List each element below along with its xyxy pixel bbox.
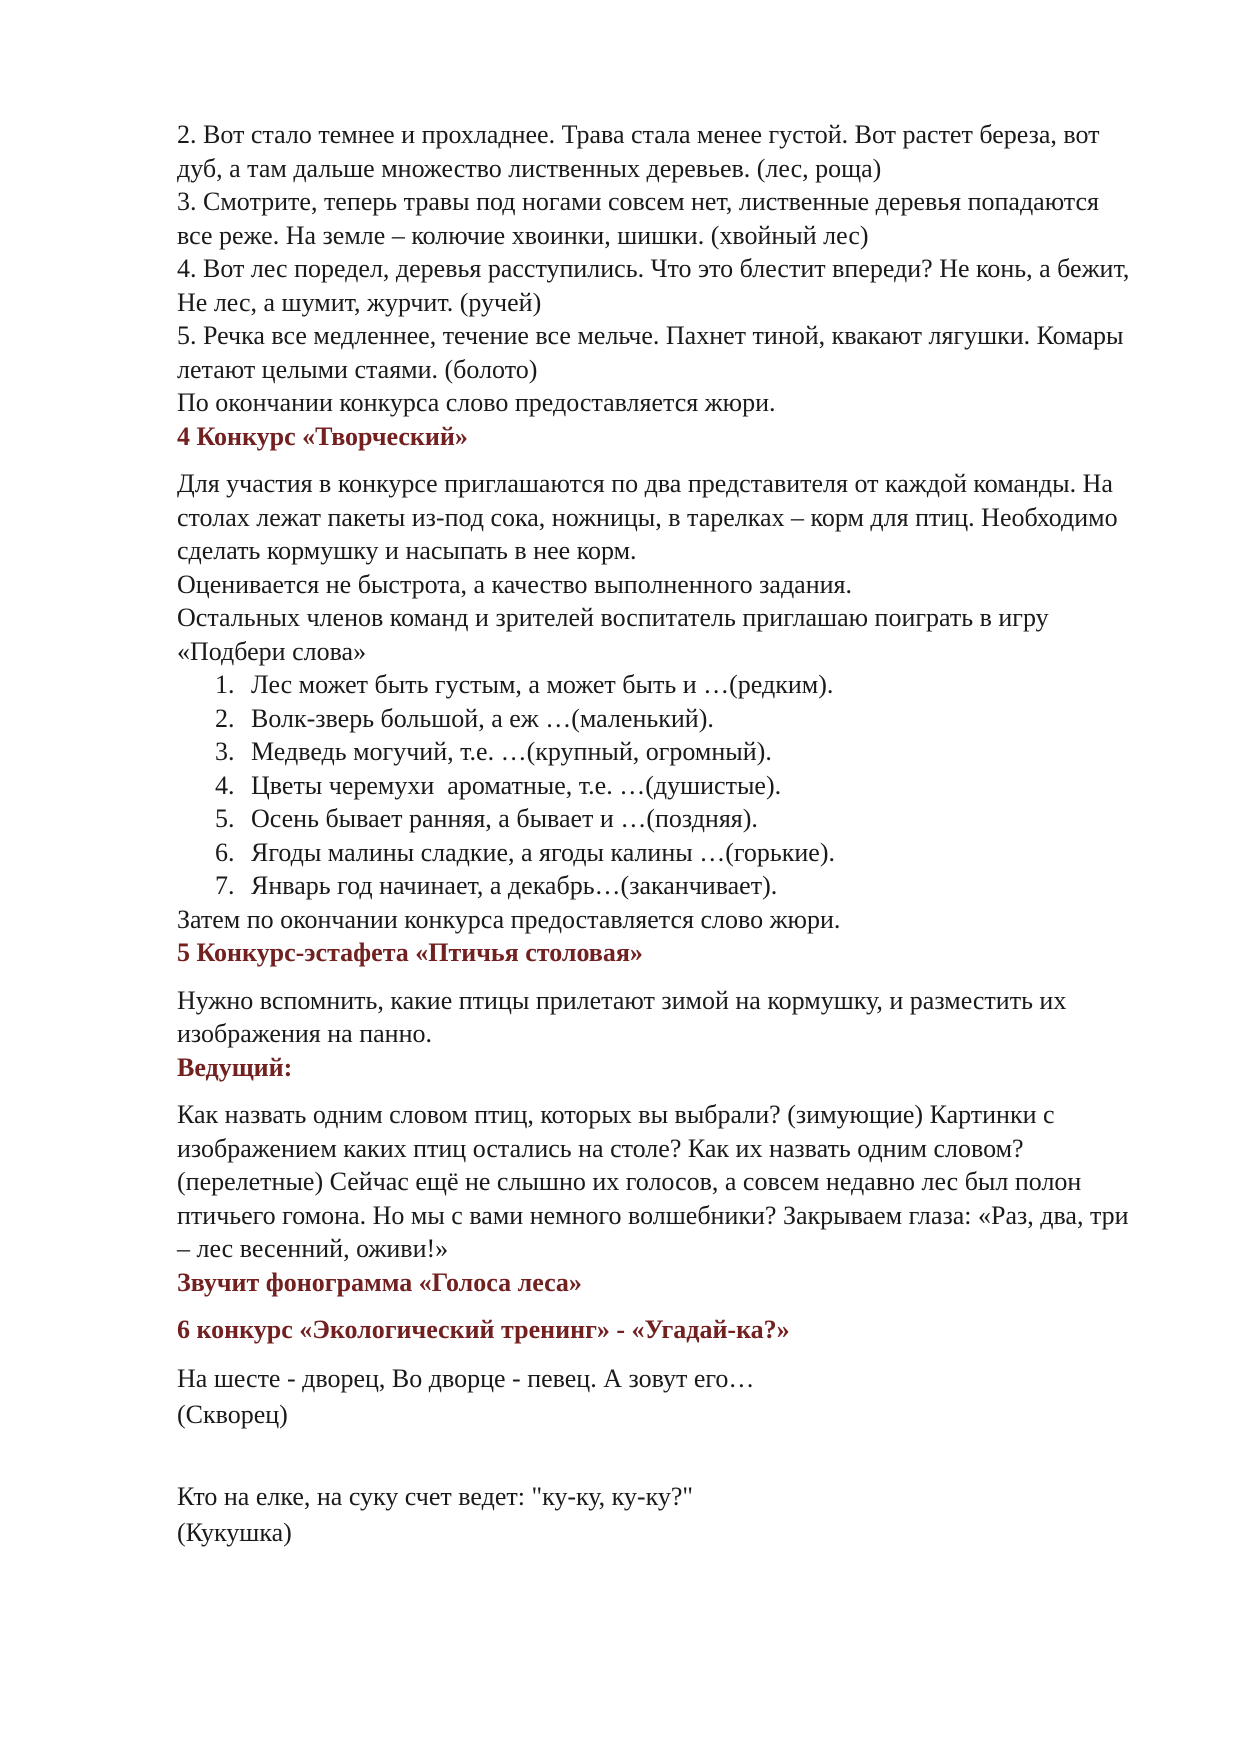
section4-paragraph-3: Остальных членов команд и зрителей воспитатель приглашаю поиграть в игру «Подбери слова» — [177, 603, 1049, 666]
paragraph-2: 2. Вот стало темнее и прохладнее. Трава стала менее густой. Вот растет береза, вот дуб, а там дальше множество лиственных деревьев. (лес, роща) — [177, 120, 1100, 183]
paragraph-4: 4. Вот лес поредел, деревья расступились. Что это блестит впереди? Не конь, а бежит, — [177, 254, 1130, 283]
list-item — [215, 869, 1140, 903]
paragraph-3: 3. Смотрите, теперь травы под ногами совсем нет, лиственные деревья попадаются все реже. На земле – колючие хвоинки, шишки. (хвойный лес) — [177, 187, 1099, 250]
list-text: Медведь могучий, т.е. …(крупный, огромный). — [251, 737, 772, 766]
host-text: Как назвать одним словом птиц, которых вы выбрали? (зимующие) Картинки с изображением каких птиц остались на столе? Как их назвать одним словом? (перелетные) Сейчас ещё не слышно их голосов, а совсем недавно лес был полон птичьего гомона. Но мы с вами немного волшебники? Закрываем глаза: «Раз, два, три – лес весенний, оживи!» — [177, 1100, 1129, 1263]
list-item — [215, 836, 1140, 870]
paragraph-4-cont: Не лес, а шумит, журчит. (ручей) — [177, 287, 542, 317]
list-text: Ягоды малины сладкие, а ягоды калины …(горькие). — [251, 837, 836, 867]
list-number: 4. — [215, 770, 235, 800]
paragraph-5: 5. Речка все медленнее, течение все мельче. Пахнет тиной, квакают лягушки. Комары летают целыми стаями. (болото) — [177, 321, 1124, 384]
list-number: 3. — [215, 737, 235, 766]
list-number: 6. — [215, 837, 235, 867]
list-item — [215, 769, 1140, 803]
list-number: 2. — [215, 703, 235, 733]
section4-heading: 4 Конкурс «Творческий» — [177, 421, 468, 451]
list-text: Лес может быть густым, а может быть и …(редким). — [251, 670, 834, 699]
riddle-1-answer: (Скворец) — [177, 1399, 288, 1429]
list-item — [215, 702, 1140, 736]
riddle-1: На шесте - дворец, Во дворце - певец. А зовут его… — [177, 1363, 755, 1393]
list-item — [215, 802, 1140, 836]
list-item — [215, 735, 1140, 769]
riddle-2: Кто на елке, на суку счет ведет: "ку-ку, ку-ку?" — [177, 1481, 693, 1511]
section4-paragraph-2: Оценивается не быстрота, а качество выполненного задания. — [177, 569, 852, 599]
list-number: 1. — [215, 670, 235, 699]
section4-closing: Затем по окончании конкурса предоставляется слово жюри. — [177, 904, 841, 934]
section5-heading: 5 Конкурс-эстафета «Птичья столовая» — [177, 938, 643, 967]
list-text: Цветы черемухи ароматные, т.е. …(душистые). — [251, 770, 782, 800]
list-item — [215, 668, 1140, 702]
list-text: Осень бывает ранняя, а бывает и …(поздняя). — [251, 804, 758, 833]
word-game-list — [177, 668, 1140, 903]
section4-paragraph-1: Для участия в конкурсе приглашаются по два представителя от каждой команды. На столах лежат пакеты из-под сока, ножницы, в тарелках – корм для птиц. Необходимо сделать кормушку и насыпать в нее корм. — [177, 469, 1118, 565]
sound-note: Звучит фонограмма «Голоса леса» — [177, 1267, 582, 1297]
list-number: 5. — [215, 804, 235, 833]
paragraph-jury: По окончании конкурса слово предоставляется жюри. — [177, 388, 776, 417]
riddle-2-answer: (Кукушка) — [177, 1517, 292, 1547]
host-label: Ведущий: — [177, 1052, 293, 1082]
list-number: 7. — [215, 871, 235, 900]
spacer — [177, 1433, 1140, 1479]
list-text: Январь год начинает, а декабрь…(заканчивает). — [251, 871, 778, 900]
section6-heading: 6 конкурс «Экологический тренинг» - «Угадай-ка?» — [177, 1315, 790, 1344]
list-text: Волк-зверь большой, а еж …(маленький). — [251, 703, 714, 733]
section5-paragraph: Нужно вспомнить, какие птицы прилетают зимой на кормушку, и разместить их изображения на панно. — [177, 985, 1067, 1048]
